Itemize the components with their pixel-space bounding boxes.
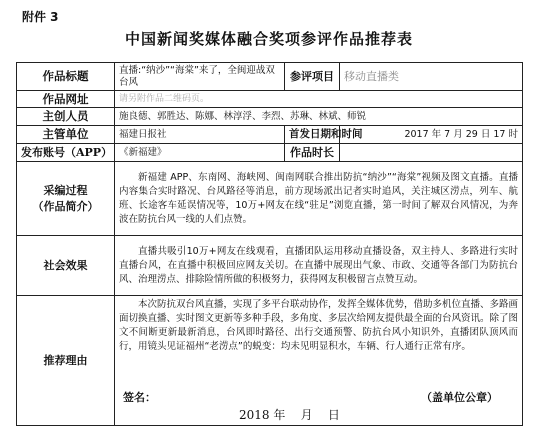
- value-effect: 直播共吸引10万+网友在线观看，直播团队运用移动直播设备，双主持人、多路进行实时直播台风，在直播中积极回应网友关切。在直播中展现出气象、市政、交通等各部门为防抗台风、治理涝点、排除险情所做的积极努力，获得网友积极留言点赞互动。: [115, 236, 523, 296]
- row-process: [17, 162, 523, 236]
- row-account: [17, 144, 523, 162]
- value-creators: 施良德、郭胜达、陈娜、林淳浮、李烈、苏琳、林斌、师锐: [115, 108, 523, 126]
- row-creators: [17, 108, 523, 126]
- value-reason: 本次防抗双台风直播，实现了多平台联动协作，发挥全媒体优势，借助多机位直播、多路画面切换直播、实时图文更新等多种手段，多角度、多层次给网友提供最全面的台风资讯。除了图文不间断更新最新消息，台风即时路径、出行交通预警、防抗台风小知识外，直播团队顶风而行，用镜头见证福州“老涝点”的蜕变：均未见明显积水，车辆、行人通行正常有序。: [119, 299, 519, 352]
- label-unit: 主管单位: [17, 126, 115, 144]
- label-title: 作品标题: [17, 63, 115, 91]
- label-process-line2: （作品简介）: [32, 199, 99, 213]
- value-account: 《新福建》: [115, 144, 285, 162]
- row-url: [17, 91, 523, 108]
- row-unit: [17, 126, 523, 144]
- form-title: 中国新闻奖媒体融合奖项参评作品推荐表: [124, 30, 413, 48]
- label-account: 发布账号（APP）: [17, 144, 115, 162]
- label-reason: 推荐理由: [17, 296, 115, 426]
- value-title: 直播:“纳沙”“海棠”来了，全闽迎战双台风: [115, 63, 285, 91]
- label-effect: 社会效果: [17, 236, 115, 296]
- row-effect: [17, 236, 523, 296]
- date-label: 2018 年 月 日: [239, 408, 340, 422]
- label-process: [17, 162, 115, 236]
- label-process-line1: 采编过程: [43, 183, 88, 197]
- attachment-label: 附件 3: [22, 10, 59, 24]
- value-category: 移动直播类: [340, 63, 523, 91]
- label-duration: 作品时长: [285, 144, 340, 162]
- value-url: 请另附作品二维码页。: [115, 91, 523, 108]
- row-reason: [17, 296, 523, 426]
- recommendation-form: [16, 62, 523, 426]
- label-pub-time: 首发日期和时间: [285, 126, 340, 144]
- reason-cell: [115, 296, 523, 426]
- row-title: [17, 63, 523, 91]
- value-unit: 福建日报社: [115, 126, 285, 144]
- sign-label: 签名：: [123, 391, 156, 404]
- stamp-label: （盖单位公章）: [421, 391, 498, 404]
- value-pub-time: 2017 年 7 月 29 日 17 时: [340, 126, 523, 144]
- label-creators: 主创人员: [17, 108, 115, 126]
- label-category: 参评项目: [285, 63, 340, 91]
- label-url: 作品网址: [17, 91, 115, 108]
- value-duration: [340, 144, 523, 162]
- reason-content: [119, 296, 519, 422]
- value-process: 新福建 APP、东南网、海峡网、闽南网联合推出防抗“纳沙”“海棠”视频及图文直播。直播内容集合实时路况、台风路径等消息，前方现场派出记者实时追风，关注城区涝点，列车、航班、长途客车延误情况等，10万+网友在线“驻足”浏览直播，第一时间了解双台风情况，为奔波在防抗台风一线的人们点赞。: [115, 162, 523, 236]
